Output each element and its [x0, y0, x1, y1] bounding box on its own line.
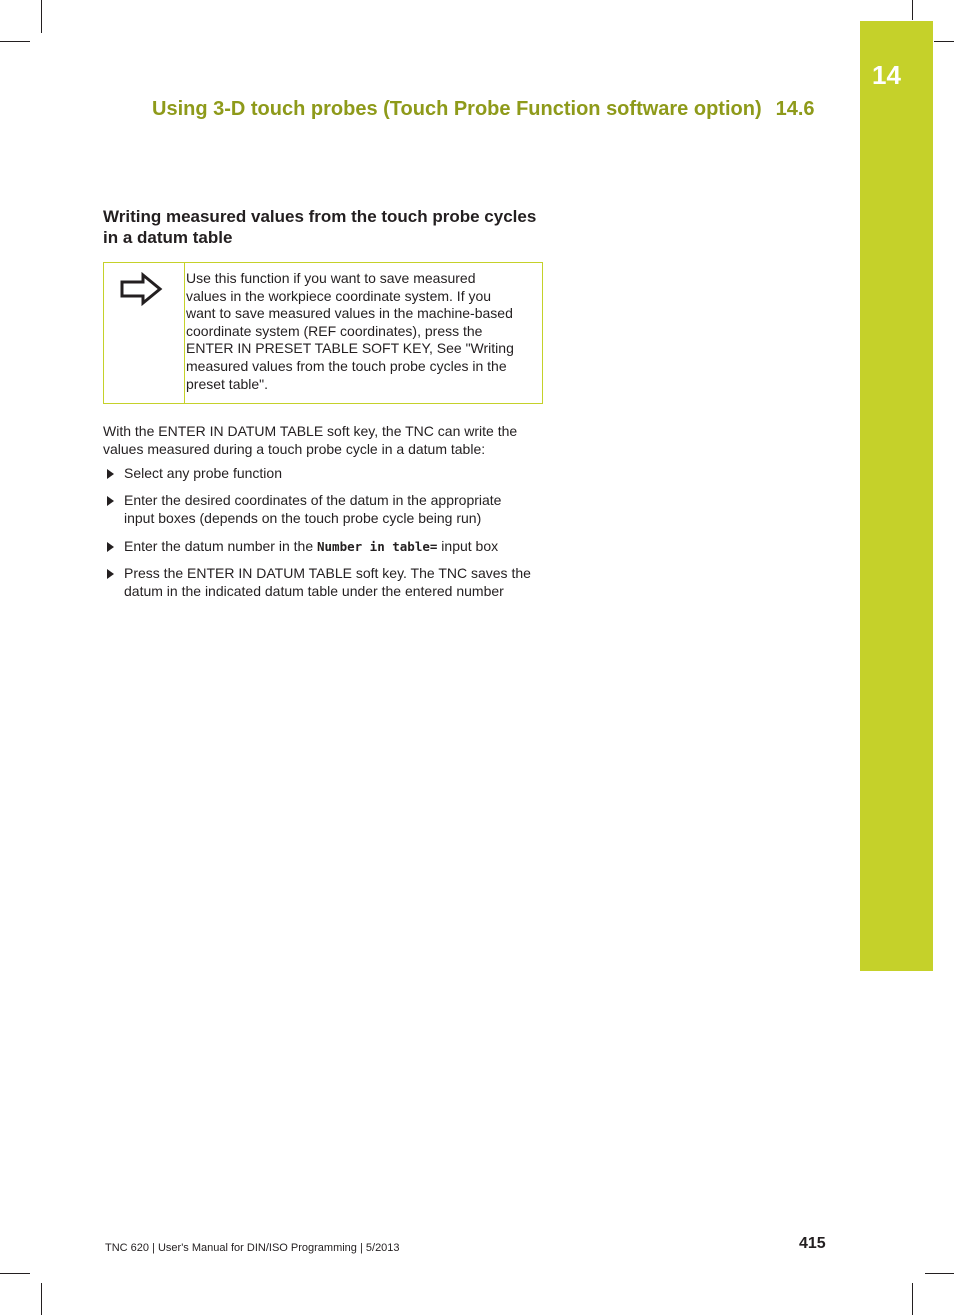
intro-paragraph [103, 423, 543, 458]
running-header [152, 98, 832, 121]
section-title [103, 206, 573, 248]
step-text: Press the ENTER IN DATUM TABLE soft key. The TNC saves the [124, 565, 531, 581]
step-item [103, 465, 548, 483]
section-title-line: in a datum table [103, 228, 233, 247]
crop-mark [41, 1283, 42, 1315]
triangle-bullet-icon [107, 542, 114, 552]
page-number: 415 [799, 1235, 826, 1252]
step-text-part: input box [437, 538, 499, 554]
section-title-line: Writing measured values from the touch probe cycles [103, 207, 537, 226]
footer-text: TNC 620 | User's Manual for DIN/ISO Programming | 5/2013 [105, 1242, 400, 1254]
step-item [103, 565, 548, 600]
step-text: Select any probe function [124, 465, 282, 481]
note-line: want to save measured values in the machine-based [186, 305, 513, 322]
arrow-right-icon [119, 271, 163, 307]
crop-mark [934, 41, 954, 42]
note-line: ENTER IN PRESET TABLE SOFT KEY, See "Writing [186, 340, 514, 357]
triangle-bullet-icon [107, 496, 114, 506]
crop-mark [912, 0, 913, 20]
step-text: Enter the desired coordinates of the datum in the appropriate [124, 492, 502, 508]
input-field-name: Number in table= [317, 539, 438, 554]
note-line: values in the workpiece coordinate system. If you [186, 287, 492, 304]
crop-mark [41, 0, 42, 33]
note-divider [184, 262, 185, 404]
crop-mark [925, 1273, 954, 1274]
note-text [186, 270, 536, 393]
step-text: input boxes (depends on the touch probe cycle being run) [124, 509, 482, 526]
note-line: preset table". [186, 375, 269, 392]
triangle-bullet-icon [107, 469, 114, 479]
chapter-tab [860, 21, 933, 971]
note-line: coordinate system (REF coordinates), press the [186, 322, 483, 339]
step-item [103, 492, 548, 527]
step-item [103, 538, 548, 556]
crop-mark [0, 1273, 30, 1274]
intro-line: With the ENTER IN DATUM TABLE soft key, the TNC can write the [103, 423, 518, 439]
intro-line: values measured during a touch probe cycle in a datum table: [103, 440, 486, 457]
crop-mark [0, 41, 30, 42]
running-header-title: Using 3-D touch probes (Touch Probe Function software option) [152, 98, 762, 120]
chapter-number: 14 [872, 60, 901, 90]
crop-mark [912, 1283, 913, 1315]
note-line: measured values from the touch probe cycles in the [186, 357, 507, 374]
running-header-section: 14.6 [775, 98, 815, 120]
step-text [124, 538, 548, 556]
step-text: datum in the indicated datum table under the entered number [124, 582, 504, 599]
step-text-part: Enter the datum number in the [124, 538, 317, 554]
triangle-bullet-icon [107, 569, 114, 579]
note-line: Use this function if you want to save measured [186, 270, 476, 286]
